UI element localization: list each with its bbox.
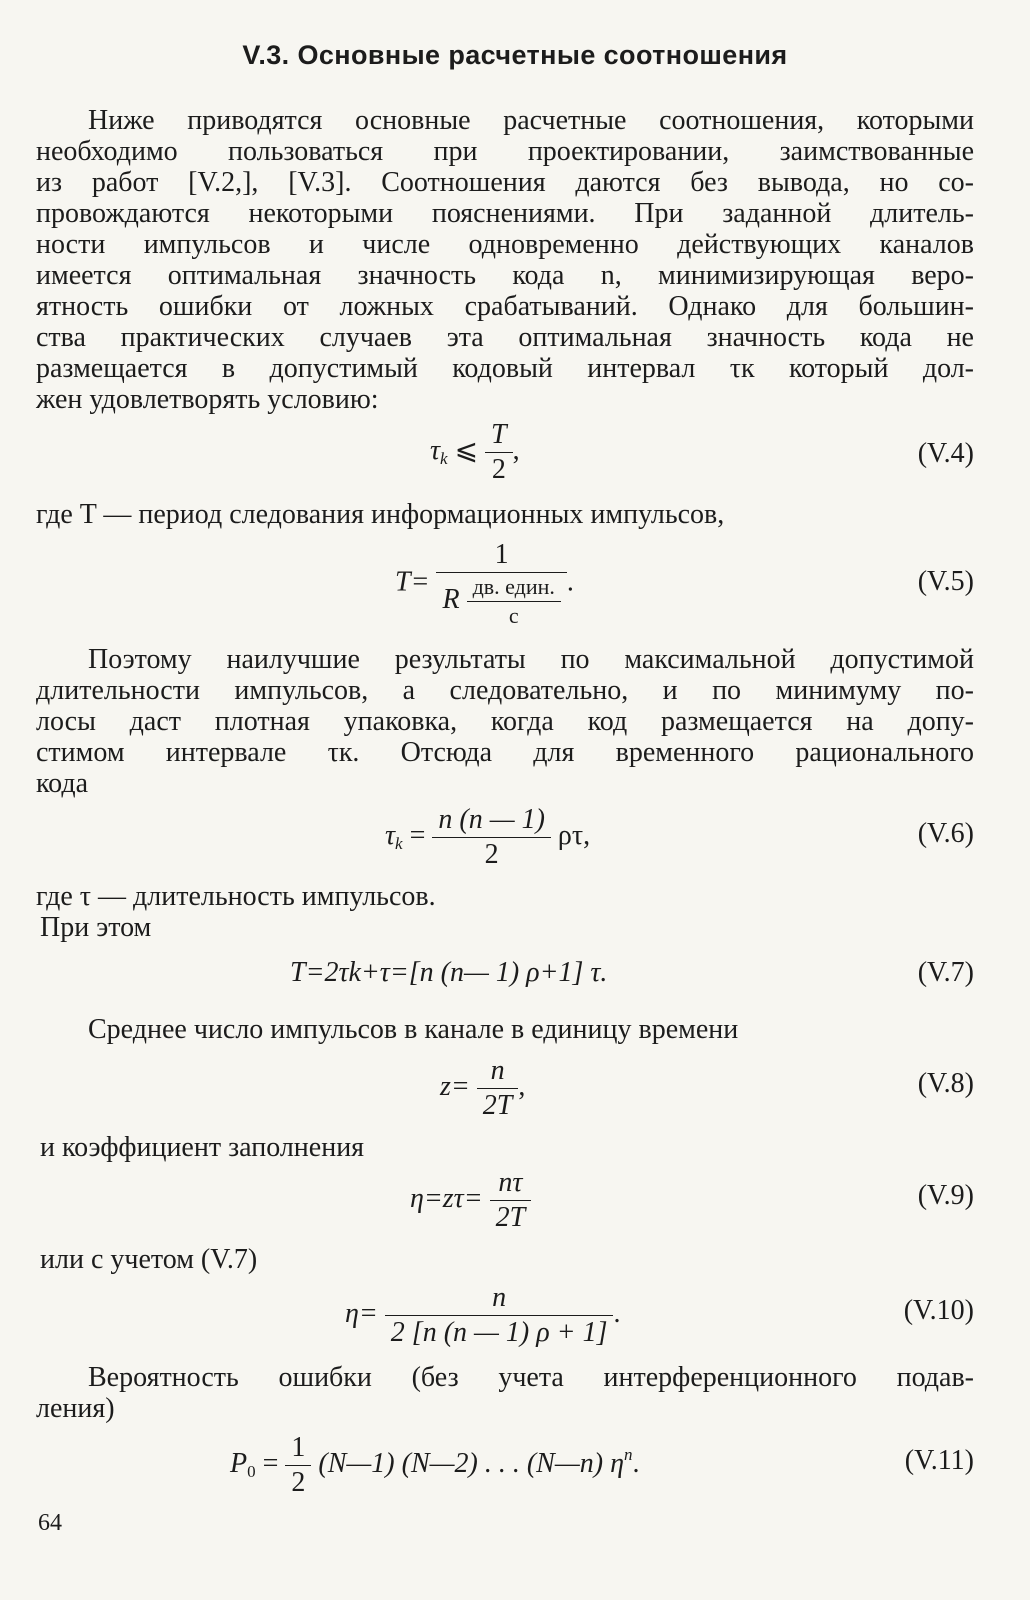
equation-v7: T=2τk+τ=[n (n— 1) ρ+1] τ. [290,957,608,988]
paragraph-line: Поэтому наилучшие результаты по максимальной допустимой [88,644,974,675]
paragraph-line: жен удовлетворять условию: [36,384,379,415]
equation-v9: η=zτ= $\frac{n\tau}{2T}$ [410,1168,531,1233]
fraction: $\frac{n}{2 [n (n — 1) \rho + 1]}$ [385,1283,614,1348]
fraction: $\frac{n\tau}{2T}$ [490,1168,532,1233]
paragraph-line: где τ — длительность импульсов. [36,881,436,912]
paragraph-line: или с учетом (V.7) [40,1244,258,1275]
paragraph-line: длительности импульсов, а следовательно, и по минимуму по- [36,675,974,706]
paragraph-line: где T — период следования информационных импульсов, [36,499,725,530]
paragraph-line: провождаются некоторыми пояснениями. При заданной длитель- [36,198,974,229]
paragraph-line: из работ [V.2,], [V.3]. Соотношения даются без вывода, но со- [36,167,974,198]
paragraph-line: Вероятность ошибки (без учета интерференционного подав- [88,1362,974,1393]
paragraph-line: имеется оптимальная значность кода n, минимизирующая веро- [36,260,974,291]
equation-number: (V.6) [917,818,974,849]
fraction: $\frac{T}{2}$ [485,420,513,485]
paragraph-line: ления) [36,1393,115,1424]
page-number: 64 [38,1510,62,1536]
paragraph-line: и коэффициент заполнения [40,1132,365,1163]
paragraph-line: кода [36,768,89,799]
section-title: V.3. Основные расчетные соотношения [242,40,788,70]
fraction: $\frac{n}{2T}$ [477,1056,519,1121]
paragraph-line: ства практических случаев эта оптимальная значность кода не [36,322,974,353]
equation-v5: T= 1 R $\frac{\text{дв. един.}}{с}$ . [395,539,574,628]
fraction: $\frac{n (n — 1)}{2}$ [432,805,551,870]
equation-number: (V.8) [917,1068,974,1099]
unit-fraction: $\frac{\text{дв. един.}}{с}$ [467,575,561,628]
paragraph-line: Ниже приводятся основные расчетные соотношения, которыми [88,105,974,136]
equation-v4: $\tau_k$ ⩽ $\frac{T}{2}$ , [430,419,520,485]
equation-number: (V.10) [903,1295,974,1326]
fraction: $\frac{1}{2}$ [285,1433,311,1498]
equation-v6: $\tau_k$ = $\frac{n (n — 1)}{2}$ ρτ, [385,804,591,870]
equation-v10: η= $\frac{n}{2 [n (n — 1) \rho + 1]}$ . [345,1282,621,1348]
equation-number: (V.5) [917,566,974,597]
paragraph-line: ятность ошибки от ложных срабатываний. Однако для большин- [36,291,974,322]
paragraph-line: При этом [40,912,152,943]
equation-number: (V.7) [917,957,974,988]
equation-number: (V.4) [917,438,974,469]
equation-number: (V.11) [904,1445,974,1476]
paragraph-line: размещается в допустимый кодовый интервал τк который дол- [36,353,974,384]
equation-v8: z= $\frac{n}{2T}$ , [440,1055,526,1121]
equation-number: (V.9) [917,1180,974,1211]
paragraph-line: ности импульсов и числе одновременно действующих каналов [36,229,974,260]
fraction: 1 R $\frac{\text{дв. един.}}{с}$ [436,540,566,628]
paragraph-line: необходимо пользоваться при проектировании, заимствованные [36,136,974,167]
paragraph-line: лосы даст плотная упаковка, когда код размещается на допу- [36,706,974,737]
paragraph-line: стимом интервале τк. Отсюда для временного рационального [36,737,974,768]
paragraph-line: Среднее число импульсов в канале в единицу времени [88,1014,739,1045]
equation-v11: $P_0$ = $\frac{1}{2}$ (N—1) (N—2) . . . (N—n) $\eta^n$. [230,1432,640,1498]
